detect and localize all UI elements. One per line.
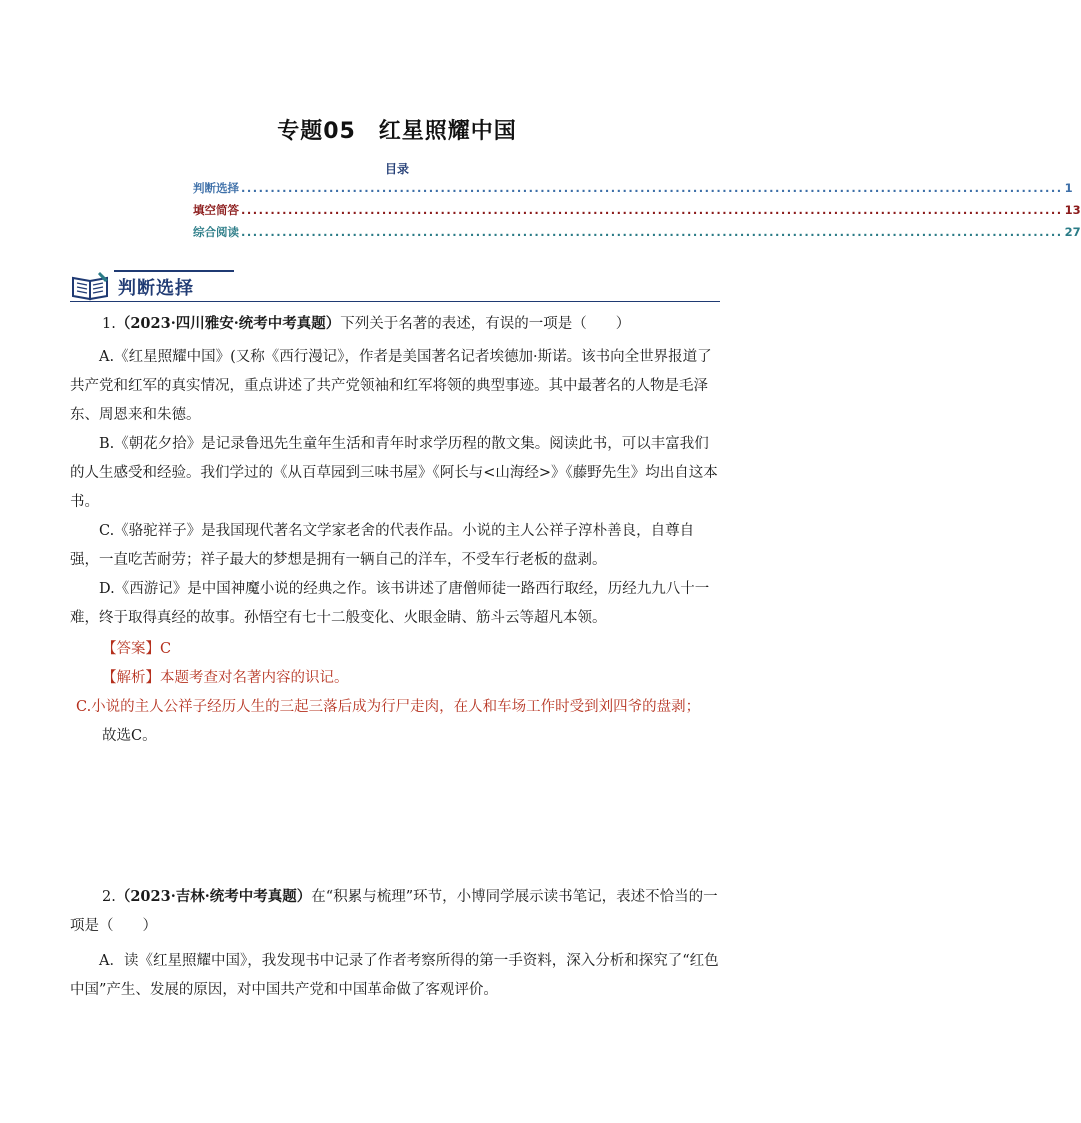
section-divider (70, 301, 720, 302)
analysis-tag: 【解析】 (102, 670, 160, 686)
toc-entry-page: 27 (1064, 225, 1081, 239)
section-title: 判断选择 (118, 278, 194, 299)
option-a: A．读《红星照耀中国》，我发现书中记录了作者考察所得的第一手资料，深入分析和探究了“红色中国”产生、发展的原因，对中国共产党和中国革命做了客观评价。 (70, 953, 719, 998)
question-source: （2023·四川雅安·统考中考真题） (115, 315, 341, 332)
answer-line (70, 635, 720, 664)
analysis-line (70, 664, 720, 693)
question-text: 下列关于名著的表述，有误的一项是（ ） (340, 316, 631, 332)
option-d: D.《西游记》是中国神魔小说的经典之作。该书讲述了唐僧师徒一路西行取经，历经九九八十一难，终于取得真经的故事。孙悟空有七十二般变化、火眼金睛、筋斗云等超凡本领。 (70, 581, 710, 626)
toc-entry-label: 综合阅读 (193, 225, 239, 239)
toc-entry-judgment[interactable] (193, 180, 1073, 202)
section-header (70, 266, 720, 304)
question-2 (70, 882, 720, 1005)
toc-leader-dots: ............................................................................................................................................ (241, 225, 1063, 239)
option-a: A.《红星照耀中国》(又称《西行漫记》，作者是美国著名记者埃德加·斯诺。该书向全世界报道了共产党和红军的真实情况，重点讲述了共产党领袖和红军将领的典型事迹。其中最著名的人物是毛泽东、周恩来和朱德。 (70, 349, 712, 423)
analysis-detail: C.小说的主人公祥子经历人生的三起三落后成为行尸走肉，在人和车场工作时受到刘四爷的盘剥； (76, 699, 701, 715)
toc-entry-fill-blank[interactable] (193, 202, 1081, 224)
section-top-line (114, 270, 234, 272)
question-number: 2. (102, 889, 116, 905)
toc-leader-dots: ............................................................................................................................................ (241, 203, 1063, 217)
conclusion: 故选C。 (102, 728, 157, 744)
page-title: 专题05 红星照耀中国 (277, 119, 517, 144)
table-of-contents (193, 180, 1081, 246)
book-icon (70, 270, 112, 300)
analysis-text: 本题考查对名著内容的识记。 (160, 670, 349, 686)
toc-entry-page: 13 (1064, 203, 1081, 217)
toc-entry-label: 判断选择 (193, 181, 239, 195)
toc-heading: 目录 (384, 162, 409, 176)
option-b: B.《朝花夕拾》是记录鲁迅先生童年生活和青年时求学历程的散文集。阅读此书，可以丰富我们的人生感受和经验。我们学过的《从百草园到三味书屋》《阿长与<山海经>》《藤野先生》均出自这本书。 (70, 436, 718, 510)
question-number: 1. (102, 316, 116, 332)
question-text: 在“积累与梳理”环节，小博同学展示读书笔记，表述不恰当的一项是（ ） (70, 889, 718, 934)
toc-entry-page: 1 (1064, 181, 1073, 195)
answer-value: C (160, 641, 172, 657)
toc-leader-dots: ............................................................................................................................................ (241, 181, 1063, 195)
question-1 (70, 309, 720, 751)
option-c: C.《骆驼祥子》是我国现代著名文学家老舍的代表作品。小说的主人公祥子淳朴善良，自尊自强，一直吃苦耐劳；祥子最大的梦想是拥有一辆自己的洋车，不受车行老板的盘剥。 (70, 523, 695, 568)
answer-tag: 【答案】 (102, 641, 160, 657)
question-stem (70, 309, 720, 339)
question-stem (70, 882, 720, 941)
question-source: （2023·吉林·统考中考真题） (115, 888, 312, 905)
toc-entry-reading[interactable] (193, 224, 1081, 246)
toc-entry-label: 填空简答 (193, 203, 239, 217)
